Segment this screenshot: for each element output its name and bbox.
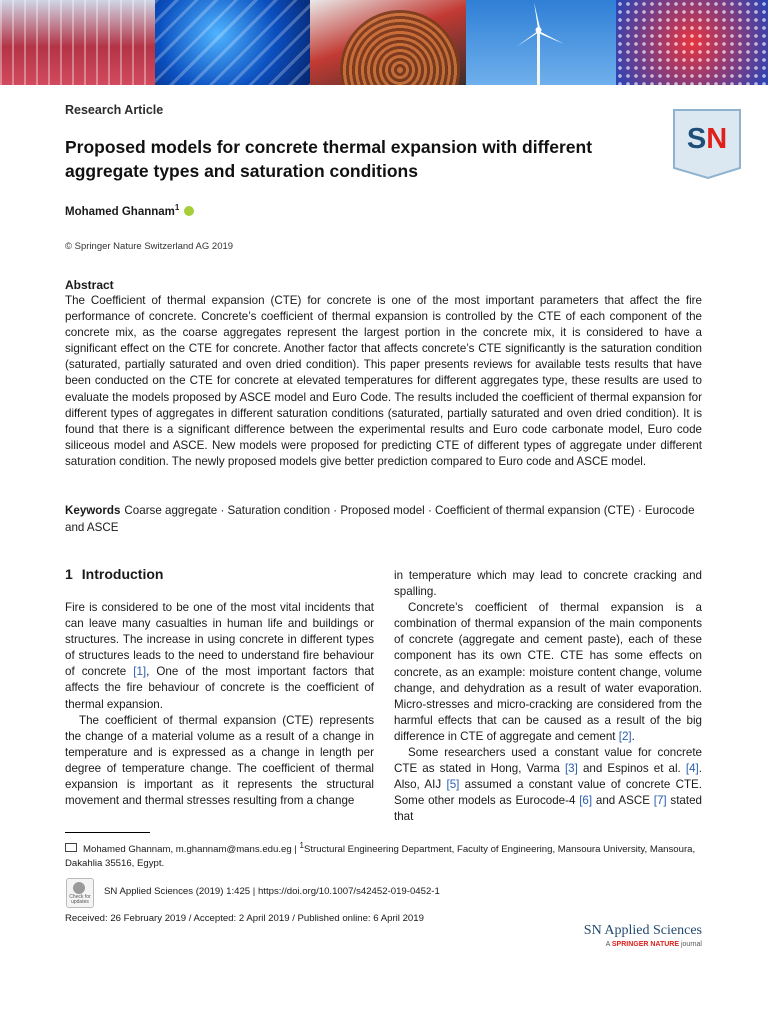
paragraph: Fire is considered to be one of the most vital incidents that can leave many casualties in human life and buildings or structures. The increase in using concrete in different types of structures leads to the need to understand fire behaviour of concrete [1], One of the most important factors that affects the fire behaviour of concrete is the coefficient of thermal expansion.	[65, 601, 374, 711]
keywords	[65, 503, 702, 536]
check-for-updates-badge[interactable]: Check for updates	[66, 878, 94, 908]
banner-panel-red	[0, 0, 155, 85]
sn-logo	[672, 108, 742, 180]
header-banner	[0, 0, 768, 85]
banner-panel-blue	[155, 0, 310, 85]
paragraph: Concrete’s coefficient of thermal expansion is a combination of thermal expansion of the main components of concrete (aggregate and cement paste), each of these component has its own CTE. CTE has some effects on concrete, as an example: moisture content change, volume change, and dehydration as a result of water evaporation. Micro-stresses and micro-cracking are considered from the harmful effects that can be caused as a result of the big difference in CTE of aggregate and cement [2].	[394, 601, 702, 743]
citation-link[interactable]: [5]	[446, 778, 460, 792]
banner-panel-dots	[616, 0, 768, 85]
banner-panel-wind-turbine	[466, 0, 616, 85]
envelope-icon	[65, 843, 77, 852]
author-name[interactable]: Mohamed Ghannam	[65, 205, 175, 218]
footnote: Mohamed Ghannam, m.ghannam@mans.edu.eg | $^1$Structural Engineering Department, Faculty of Engineering, Mansoura University, Mansoura, Dakahlia 35516, Egypt.	[65, 841, 696, 870]
abstract-heading: Abstract	[65, 278, 114, 292]
citation-link[interactable]: [4]	[685, 762, 699, 776]
paragraph: in temperature which may lead to concrete cracking and spalling.	[394, 569, 702, 599]
received-dates: Received: 26 February 2019 / Accepted: 2 April 2019 / Published online: 6 April 2019	[65, 913, 424, 924]
citation-link[interactable]: [2]	[618, 729, 632, 743]
citation-link[interactable]: [6]	[579, 794, 593, 808]
journal-name: SN Applied Sciences	[583, 923, 702, 938]
citation-link[interactable]: [7]	[653, 794, 667, 808]
body-column-right	[394, 568, 702, 826]
affiliation-mark: 1	[174, 203, 180, 212]
affiliation-text: Structural Engineering Department, Faculty of Engineering, Mansoura University, Mansoura, Dakahlia 35516, Egypt.	[65, 844, 696, 870]
author-line	[65, 203, 194, 218]
orcid-icon[interactable]	[184, 206, 194, 216]
section-heading	[65, 566, 172, 582]
citation-line[interactable]: SN Applied Sciences (2019) 1:425 | https://doi.org/10.1007/s42452-019-0452-1	[104, 886, 440, 897]
section-title: Introduction	[81, 566, 164, 582]
copyright: © Springer Nature Switzerland AG 2019	[65, 241, 234, 252]
abstract-text: The Coefficient of thermal expansion (CTE) for concrete is one of the most important parameters that affect the fire performance of concrete. Concrete’s coefficient of thermal expansion is controlled by the CTE of each component of the concrete mix, as the coarse aggregates represent the largest portion in the concrete mix, it is considered to have a significant effect on the CTE for concrete. Another factor that affects concrete’s CTE significantly is the saturation condition (saturated, partially saturated and oven dried condition). This paper presents reviews for available tests results that have been conducted on the CTE for concrete at elevated temperatures for different aggregates type, these results are used to evaluate the models proposed by ASCE model and Euro Code. The results included the coefficient of thermal expansion for different types of aggregates in different saturation conditions (saturated, partially saturated and oven dried condition). It is found that there is a significant difference between the experimental results and Euro code carbonate model, Euro code siliceous model and ASCE. New models were proposed for predicting CTE of different types of aggregate under different saturation condition. The newly proposed models give better prediction compared to Euro code and ASCE model.	[65, 294, 702, 468]
citation-link[interactable]: [3]	[564, 762, 578, 776]
paragraph: The coefficient of thermal expansion (CTE) represents the change of a material volume as a result of a change in temperature and is expressed as a change in length per degree of temperature change. The coefficient of thermal expansion is important as it represents the structural movement and thermal stresses resulting from a change	[65, 713, 374, 808]
contact-info[interactable]: Mohamed Ghannam, m.ghannam@mans.edu.eg |	[83, 844, 300, 856]
citation-link[interactable]: [1]	[133, 665, 147, 679]
keywords-text: Coarse aggregate · Saturation condition · Proposed model · Coefficient of thermal expansion (CTE) · Eurocode and ASCE	[65, 504, 695, 534]
svg-text:SN: SN	[686, 123, 728, 155]
paper-title: Proposed models for concrete thermal expansion with different aggregate types and saturation conditions	[65, 137, 593, 181]
check-icon	[73, 882, 85, 894]
article-type: Research Article	[65, 103, 164, 117]
banner-panel-coil	[310, 0, 466, 85]
body-column-left	[65, 600, 374, 809]
paragraph: Some researchers used a constant value for concrete CTE as stated in Hong, Varma [3] and Espinos et al. [4]. Also, AIJ [5] assumed a constant value of concrete CTE. Some other models as Eurocode-4 [6] and ASCE [7] stated that	[394, 746, 703, 824]
journal-brand	[584, 923, 702, 948]
journal-subtitle: A SPRINGER NATURE journal	[605, 941, 702, 948]
wind-turbine-icon	[466, 0, 616, 85]
section-number: 1	[65, 566, 73, 582]
footnote-divider	[65, 832, 150, 833]
keywords-label: Keywords	[65, 504, 121, 517]
